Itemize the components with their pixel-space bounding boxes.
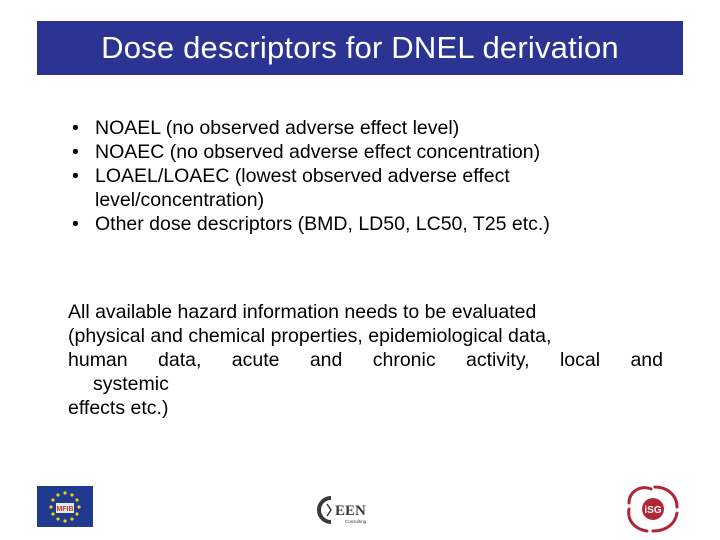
bullet-dot: •	[72, 213, 79, 235]
bullet-text: NOAEL (no observed adverse effect level)	[95, 117, 460, 139]
body-paragraph	[68, 300, 663, 420]
bullet-text: Other dose descriptors (BMD, LD50, LC50, T25 etc.)	[95, 213, 550, 235]
paragraph-line: systemic	[93, 373, 169, 395]
paragraph-word: chronic	[372, 349, 436, 371]
bullet-item	[70, 140, 690, 164]
slide-title-bar	[37, 21, 683, 75]
paragraph-word: and	[630, 349, 663, 371]
bullet-list	[70, 116, 690, 236]
ceen-c-icon	[319, 498, 331, 522]
paragraph-line: All available hazard information needs to be evaluated	[68, 301, 537, 323]
paragraph-word: local	[559, 349, 601, 371]
bullet-text-cont: level/concentration)	[95, 189, 265, 211]
paragraph-line-justified	[68, 348, 663, 372]
paragraph-word: human	[68, 349, 128, 371]
bullet-text: NOAEC (no observed adverse effect concentration)	[95, 141, 541, 163]
slide-title: Dose descriptors for DNEL derivation	[101, 30, 619, 65]
paragraph-word: acute	[231, 349, 280, 371]
eu-flag-logo	[37, 486, 93, 527]
isg-text: iSG	[644, 505, 662, 516]
bullet-dot: •	[72, 141, 79, 163]
ceen-text: EEN	[335, 503, 366, 519]
paragraph-line: effects etc.)	[68, 397, 169, 419]
bullet-text: LOAEL/LOAEC (lowest observed adverse effect	[95, 165, 510, 187]
bullet-dot: •	[72, 117, 79, 139]
mfib-text: MFIB	[56, 506, 74, 513]
bullet-dot: •	[72, 165, 79, 187]
ceen-logo	[315, 494, 385, 526]
paragraph-word: activity,	[466, 349, 530, 371]
paragraph-line: (physical and chemical properties, epidemiological data,	[68, 325, 552, 347]
paragraph-word: data,	[158, 349, 202, 371]
ceen-subtext: Consulting	[345, 519, 367, 524]
bullet-item	[70, 164, 690, 212]
isg-logo	[621, 481, 685, 535]
bullet-item	[70, 212, 690, 236]
bullet-item	[70, 116, 690, 140]
paragraph-word: and	[309, 349, 343, 371]
